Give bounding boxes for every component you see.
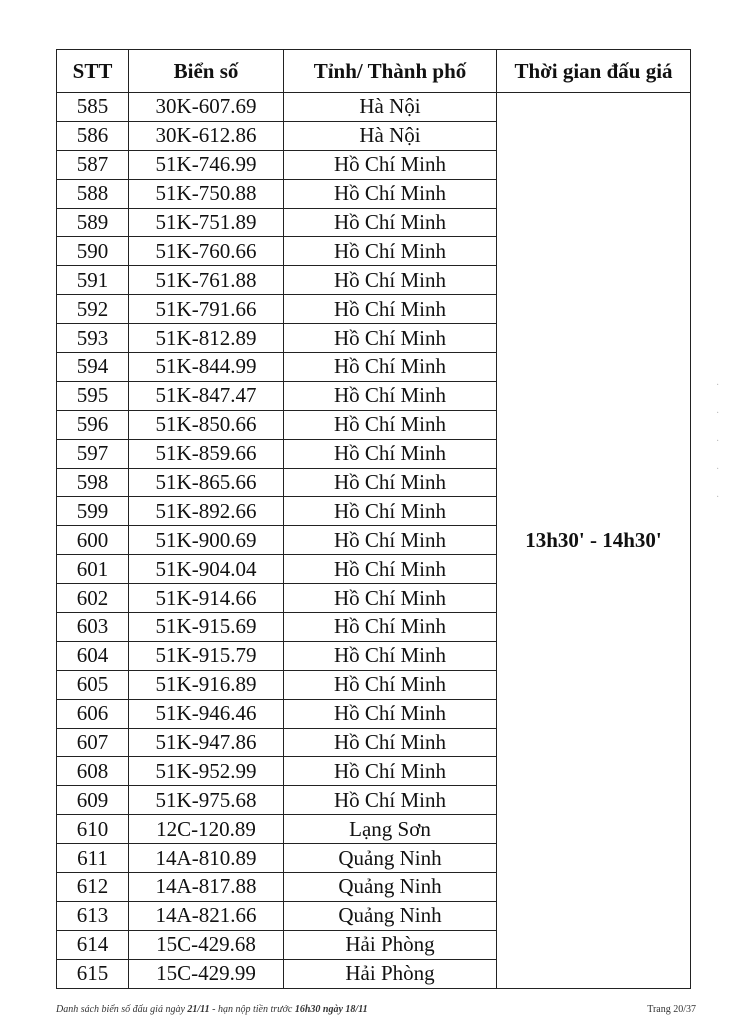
cell-city: Quảng Ninh: [284, 873, 497, 902]
cell-stt: 611: [57, 844, 129, 873]
cell-city: Hồ Chí Minh: [284, 613, 497, 642]
cell-city: Quảng Ninh: [284, 901, 497, 930]
cell-plate: 15C-429.68: [129, 930, 284, 959]
cell-plate: 51K-865.66: [129, 468, 284, 497]
cell-plate: 51K-850.66: [129, 410, 284, 439]
cell-plate: 51K-904.04: [129, 555, 284, 584]
cell-stt: 587: [57, 150, 129, 179]
cell-plate: 51K-859.66: [129, 439, 284, 468]
cell-stt: 614: [57, 930, 129, 959]
cell-stt: 608: [57, 757, 129, 786]
cell-stt: 586: [57, 121, 129, 150]
footer-note: Danh sách biển số đấu giá ngày: [56, 1004, 185, 1015]
cell-stt: 603: [57, 613, 129, 642]
cell-plate: 51K-915.69: [129, 613, 284, 642]
cell-plate: 51K-947.86: [129, 728, 284, 757]
cell-city: Hà Nội: [284, 93, 497, 122]
cell-city: Hồ Chí Minh: [284, 150, 497, 179]
cell-plate: 51K-914.66: [129, 584, 284, 613]
table-header-row: [57, 50, 691, 93]
cell-city: Hồ Chí Minh: [284, 324, 497, 353]
cell-stt: 600: [57, 526, 129, 555]
cell-stt: 604: [57, 641, 129, 670]
cell-stt: 592: [57, 295, 129, 324]
cell-stt: 606: [57, 699, 129, 728]
cell-stt: 596: [57, 410, 129, 439]
table-body: [57, 93, 691, 989]
cell-city: Hồ Chí Minh: [284, 179, 497, 208]
cell-plate: 15C-429.99: [129, 959, 284, 988]
cell-city: Hồ Chí Minh: [284, 641, 497, 670]
cell-city: Hồ Chí Minh: [284, 353, 497, 382]
cell-city: Hồ Chí Minh: [284, 757, 497, 786]
cell-stt: 598: [57, 468, 129, 497]
cell-stt: 601: [57, 555, 129, 584]
footer-auction-date: 21/11: [187, 1004, 210, 1015]
cell-city: Hồ Chí Minh: [284, 786, 497, 815]
cell-plate: 51K-751.89: [129, 208, 284, 237]
cell-stt: 607: [57, 728, 129, 757]
cell-city: Hải Phòng: [284, 930, 497, 959]
cell-plate: 14A-817.88: [129, 873, 284, 902]
cell-stt: 613: [57, 901, 129, 930]
cell-stt: 597: [57, 439, 129, 468]
margin-scan-marks: · · · · ·: [716, 380, 720, 503]
footer-deadline: 16h30 ngày 18/11: [294, 1004, 368, 1015]
cell-city: Lạng Sơn: [284, 815, 497, 844]
cell-city: Hồ Chí Minh: [284, 555, 497, 584]
cell-city: Hồ Chí Minh: [284, 266, 497, 295]
cell-plate: 51K-746.99: [129, 150, 284, 179]
cell-stt: 615: [57, 959, 129, 988]
cell-plate: 51K-791.66: [129, 295, 284, 324]
footer-note-middle: - hạn nộp tiền trước: [212, 1004, 293, 1015]
cell-plate: 14A-821.66: [129, 901, 284, 930]
cell-city: Hồ Chí Minh: [284, 699, 497, 728]
header-city: Tỉnh/ Thành phố: [284, 50, 497, 93]
cell-plate: 12C-120.89: [129, 815, 284, 844]
cell-plate: 14A-810.89: [129, 844, 284, 873]
cell-plate: 51K-916.89: [129, 670, 284, 699]
cell-city: Hồ Chí Minh: [284, 439, 497, 468]
cell-stt: 595: [57, 381, 129, 410]
header-plate: Biển số: [129, 50, 284, 93]
cell-city: Hồ Chí Minh: [284, 295, 497, 324]
cell-stt: 610: [57, 815, 129, 844]
plate-auction-table: [56, 49, 691, 989]
table-row: [57, 93, 691, 122]
cell-stt: 591: [57, 266, 129, 295]
cell-plate: 51K-915.79: [129, 641, 284, 670]
cell-plate: 30K-612.86: [129, 121, 284, 150]
cell-city: Hồ Chí Minh: [284, 670, 497, 699]
page-footer: [56, 1004, 696, 1015]
cell-plate: 51K-952.99: [129, 757, 284, 786]
cell-stt: 593: [57, 324, 129, 353]
cell-city: Hải Phòng: [284, 959, 497, 988]
cell-stt: 594: [57, 353, 129, 382]
cell-city: Hồ Chí Minh: [284, 728, 497, 757]
cell-plate: 51K-750.88: [129, 179, 284, 208]
cell-stt: 585: [57, 93, 129, 122]
cell-plate: 30K-607.69: [129, 93, 284, 122]
cell-plate: 51K-812.89: [129, 324, 284, 353]
cell-plate: 51K-975.68: [129, 786, 284, 815]
cell-stt: 612: [57, 873, 129, 902]
cell-stt: 590: [57, 237, 129, 266]
cell-auction-time: 13h30' - 14h30': [497, 93, 691, 989]
cell-plate: 51K-946.46: [129, 699, 284, 728]
cell-stt: 589: [57, 208, 129, 237]
cell-stt: 588: [57, 179, 129, 208]
cell-plate: 51K-761.88: [129, 266, 284, 295]
cell-plate: 51K-760.66: [129, 237, 284, 266]
cell-city: Hồ Chí Minh: [284, 208, 497, 237]
cell-stt: 602: [57, 584, 129, 613]
cell-city: Hồ Chí Minh: [284, 526, 497, 555]
cell-city: Hà Nội: [284, 121, 497, 150]
cell-city: Hồ Chí Minh: [284, 497, 497, 526]
page-number: Trang 20/37: [647, 1004, 696, 1015]
cell-stt: 599: [57, 497, 129, 526]
cell-city: Hồ Chí Minh: [284, 410, 497, 439]
cell-city: Hồ Chí Minh: [284, 584, 497, 613]
cell-plate: 51K-900.69: [129, 526, 284, 555]
cell-city: Hồ Chí Minh: [284, 381, 497, 410]
cell-city: Quảng Ninh: [284, 844, 497, 873]
cell-city: Hồ Chí Minh: [284, 468, 497, 497]
cell-city: Hồ Chí Minh: [284, 237, 497, 266]
cell-plate: 51K-844.99: [129, 353, 284, 382]
cell-stt: 605: [57, 670, 129, 699]
cell-plate: 51K-892.66: [129, 497, 284, 526]
cell-plate: 51K-847.47: [129, 381, 284, 410]
header-auction-time: Thời gian đấu giá: [497, 50, 691, 93]
header-stt: STT: [57, 50, 129, 93]
cell-stt: 609: [57, 786, 129, 815]
